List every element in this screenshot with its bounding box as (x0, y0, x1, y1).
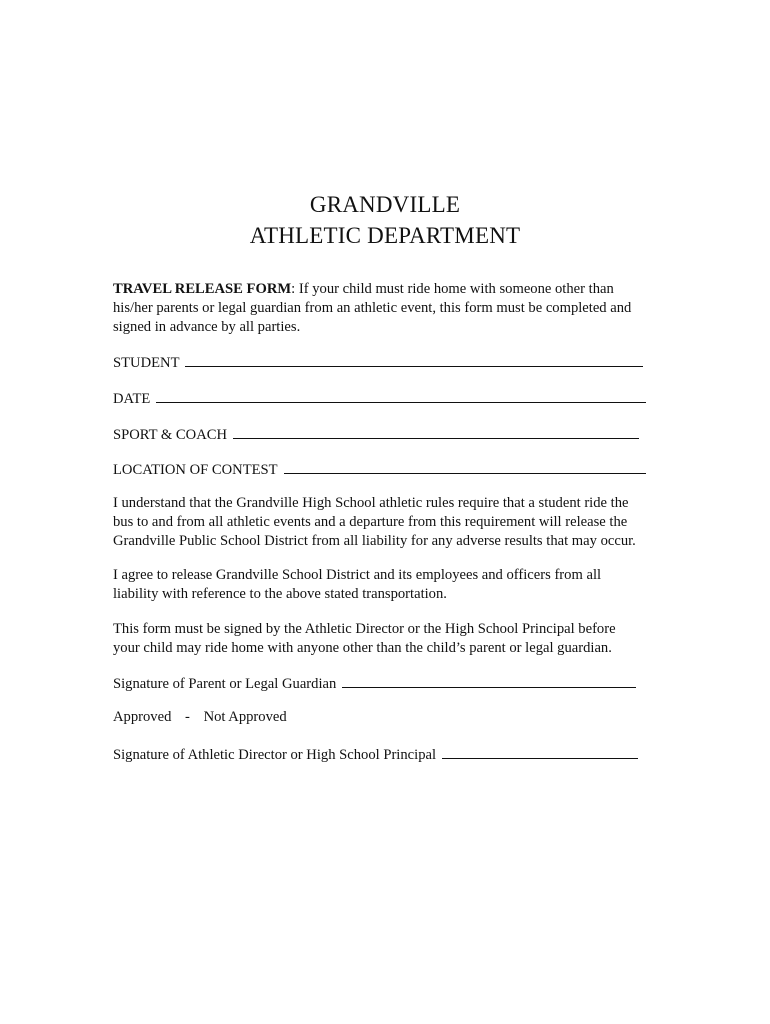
location-field[interactable] (113, 459, 646, 480)
signature-requirement-line-2: your child may ride home with anyone other than the child’s parent or legal guardian. (113, 640, 612, 656)
signature-requirement-paragraph (113, 620, 658, 658)
intro-line-3: signed in advance by all parties. (113, 319, 301, 335)
sport-coach-field[interactable] (113, 424, 639, 445)
intro-line-1 (113, 280, 658, 299)
parent-signature-line[interactable] (342, 673, 636, 688)
parent-signature-label: Signature of Parent or Legal Guardian (113, 676, 337, 692)
location-line[interactable] (284, 459, 646, 474)
date-field[interactable] (113, 388, 646, 409)
student-field[interactable] (113, 352, 643, 373)
approval-separator: - (185, 709, 190, 725)
location-label: LOCATION OF CONTEST (113, 462, 278, 478)
release-paragraph (113, 566, 658, 604)
form-title-colon: : (291, 281, 296, 297)
rules-line-3: Grandville Public School District from all liability for any adverse results that may occur. (113, 533, 636, 549)
date-line[interactable] (156, 388, 646, 403)
intro-text-1: If your child must ride home with someone other than (298, 281, 614, 297)
approval-options (113, 708, 287, 727)
intro-line-2: his/her parents or legal guardian from an athletic event, this form must be completed and (113, 300, 632, 316)
student-label: STUDENT (113, 355, 180, 371)
approved-option[interactable]: Approved (113, 709, 172, 725)
release-line-2: liability with reference to the above stated transportation. (113, 586, 447, 602)
sport-coach-label: SPORT & COACH (113, 427, 228, 443)
director-signature-field[interactable] (113, 744, 638, 765)
student-line[interactable] (185, 352, 643, 367)
signature-requirement-line-1: This form must be signed by the Athletic Director or the High School Principal before (113, 621, 616, 637)
rules-paragraph (113, 494, 658, 551)
department-heading: ATHLETIC DEPARTMENT (249, 223, 521, 248)
rules-line-2: bus to and from all athletic events and a departure from this requirement will release the (113, 514, 628, 530)
parent-signature-field[interactable] (113, 673, 636, 694)
school-name-heading: GRANDVILLE (309, 192, 461, 217)
date-label: DATE (113, 391, 151, 407)
form-title: TRAVEL RELEASE FORM (113, 281, 292, 297)
rules-line-1: I understand that the Grandville High School athletic rules require that a student ride the (113, 495, 629, 511)
director-signature-line[interactable] (442, 744, 638, 759)
sport-coach-line[interactable] (233, 424, 639, 439)
not-approved-option[interactable]: Not Approved (203, 709, 287, 725)
release-line-1: I agree to release Grandville School District and its employees and officers from all (113, 567, 602, 583)
director-signature-label: Signature of Athletic Director or High School Principal (113, 747, 437, 763)
intro-paragraph (113, 280, 658, 337)
